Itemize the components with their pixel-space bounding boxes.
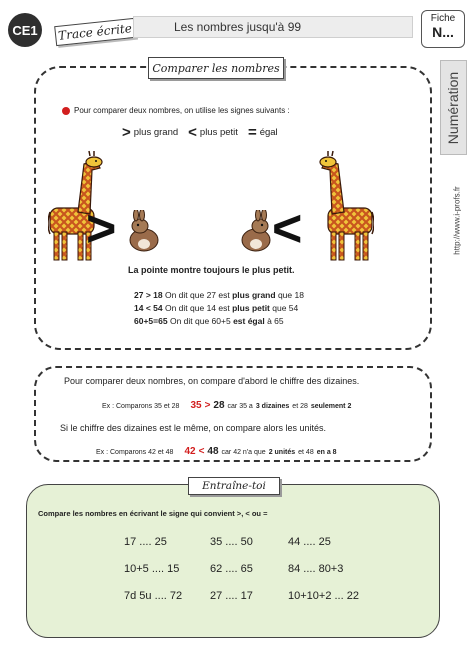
- example-pre: On dit que 27 est: [164, 290, 230, 300]
- fiche-label: Fiche: [430, 13, 456, 24]
- example-bold: plus petit: [232, 303, 270, 313]
- exercise-item[interactable]: 62 .... 65: [210, 563, 253, 575]
- pointe-rule: La pointe montre toujours le plus petit.: [128, 265, 295, 275]
- signs-legend: [122, 124, 278, 141]
- fiche-number: N...: [432, 24, 454, 40]
- site-url: [450, 160, 464, 280]
- exercise-item[interactable]: 7d 5u .... 72: [124, 590, 183, 602]
- example-mid: et 48: [298, 449, 314, 456]
- exercise-box: [26, 484, 440, 638]
- exercise-item[interactable]: 84 .... 80+3: [288, 563, 344, 575]
- example-bold: 2 unités: [268, 449, 296, 456]
- section-title-comparer: Comparer les nombres: [148, 57, 284, 79]
- big-greater-sign: >: [86, 200, 117, 258]
- example-post: à 65: [267, 316, 284, 326]
- compare-sign: <: [198, 446, 205, 457]
- rule-unites: Si le chiffre des dizaines est le même, on compare alors les unités.: [60, 423, 326, 433]
- example-bold: 3 dizaines: [255, 403, 290, 410]
- compared-number-red: 42: [184, 446, 196, 457]
- example-intro: Ex : Comparons 35 et 28: [102, 403, 180, 410]
- section-title-entraine: Entraîne-toi: [188, 477, 280, 495]
- level-badge: CE1: [8, 13, 42, 47]
- exercise-item[interactable]: 10+5 .... 15: [124, 563, 180, 575]
- exercise-item[interactable]: 27 .... 17: [210, 590, 253, 602]
- sign-label: plus petit: [199, 127, 238, 138]
- example-expr: 60+5=65: [134, 316, 168, 326]
- trace-label: Trace écrite: [54, 18, 136, 46]
- example-intro: Ex : Comparons 42 et 48: [96, 449, 174, 456]
- rule-dizaines: Pour comparer deux nombres, on compare d'abord le chiffre des dizaines.: [64, 376, 360, 386]
- exercise-item[interactable]: 10+10+2 ... 22: [288, 590, 359, 602]
- exercise-item[interactable]: 35 .... 50: [210, 536, 253, 548]
- compared-number-red: 35: [190, 400, 202, 411]
- example-bold: seulement 2: [310, 403, 352, 410]
- example-line: [134, 290, 304, 300]
- example-reason: car 42 n'a que: [221, 449, 266, 456]
- example-expr: 14 < 54: [134, 303, 163, 313]
- site-url-text: http://www.i-profs.fr: [452, 185, 462, 255]
- sign-label: plus grand: [133, 127, 179, 138]
- rabbit-right-illustration: [238, 210, 274, 252]
- sign-label: égal: [259, 127, 278, 138]
- example-bold: plus grand: [232, 290, 276, 300]
- page-title: Les nombres jusqu'à 99: [133, 16, 413, 38]
- compare-sign: >: [204, 400, 211, 411]
- sign-symbol: >: [122, 124, 131, 141]
- example-expr: 27 > 18: [134, 290, 163, 300]
- category-tab: [440, 60, 467, 155]
- bullet-icon: [62, 107, 70, 115]
- rabbit-left-illustration: [126, 210, 162, 252]
- example-pre: On dit que 14 est: [164, 303, 230, 313]
- exercise-item[interactable]: 44 .... 25: [288, 536, 331, 548]
- example-mid: et 28: [292, 403, 308, 410]
- category-label: Numération: [445, 71, 462, 144]
- example-post: que 18: [277, 290, 304, 300]
- example-bold: est égal: [233, 316, 265, 326]
- example-unites: [96, 446, 337, 457]
- example-line: [134, 316, 284, 326]
- exercise-instruction: Compare les nombres en écrivant le signe qui convient >, < ou =: [38, 509, 268, 518]
- example-pre: On dit que 60+5: [169, 316, 231, 326]
- intro-line: [62, 106, 290, 115]
- example-post: que 54: [272, 303, 299, 313]
- sign-symbol: =: [247, 124, 257, 141]
- compared-number: 48: [207, 446, 219, 457]
- intro-text: Pour comparer deux nombres, on utilise les signes suivants :: [74, 106, 290, 115]
- big-less-sign: <: [272, 200, 303, 258]
- example-line: [134, 303, 298, 313]
- example-reason: car 35 a: [227, 403, 253, 410]
- fiche-box: [421, 10, 465, 48]
- exercise-item[interactable]: 17 .... 25: [124, 536, 167, 548]
- compared-number: 28: [213, 400, 225, 411]
- example-bold: en a 8: [316, 449, 337, 456]
- sign-symbol: <: [188, 124, 197, 141]
- giraffe-right-illustration: [318, 150, 374, 262]
- example-dizaines: [102, 400, 351, 411]
